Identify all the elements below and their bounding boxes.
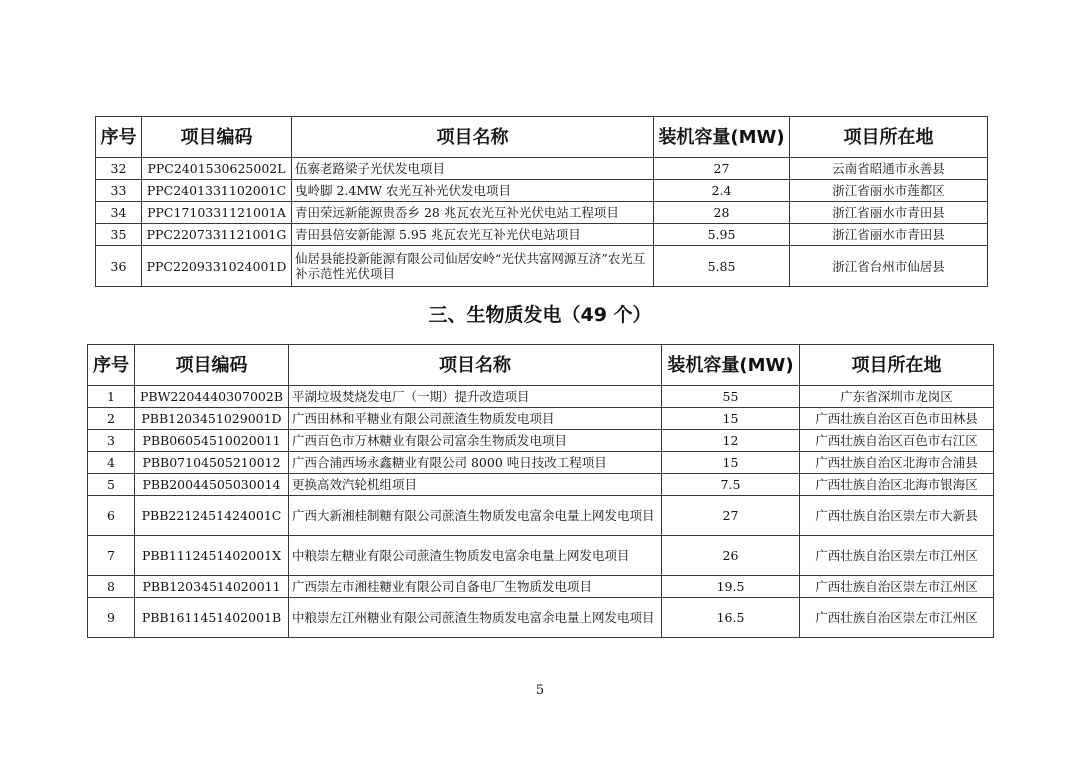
project-name: 广西大新湘桂制糖有限公司蔗渣生物质发电富余电量上网发电项目 <box>289 496 662 536</box>
project-name: 青田荣远新能源贵岙乡 28 兆瓦农光互补光伏电站工程项目 <box>292 202 654 224</box>
photovoltaic-project-table <box>95 116 988 287</box>
table-row <box>96 224 988 246</box>
location: 浙江省丽水市莲都区 <box>790 180 988 202</box>
row-index: 4 <box>88 452 135 474</box>
location: 广西壮族自治区百色市田林县 <box>800 408 994 430</box>
row-index: 34 <box>96 202 142 224</box>
project-name: 青田县倍安新能源 5.95 兆瓦农光互补光伏电站项目 <box>292 224 654 246</box>
project-code: PPC2401530625002L <box>142 158 292 180</box>
project-code: PPC2209331024001D <box>142 246 292 287</box>
project-code: PBB1112451402001X <box>135 536 289 576</box>
table-row <box>88 430 994 452</box>
table-row <box>88 408 994 430</box>
table-row <box>96 158 988 180</box>
project-name: 伍寨老路梁子光伏发电项目 <box>292 158 654 180</box>
header-location: 项目所在地 <box>800 345 994 386</box>
location: 浙江省丽水市青田县 <box>790 224 988 246</box>
project-name: 中粮崇左糖业有限公司蔗渣生物质发电富余电量上网发电项目 <box>289 536 662 576</box>
project-name: 广西崇左市湘桂糖业有限公司自备电厂生物质发电项目 <box>289 576 662 598</box>
table-row <box>88 496 994 536</box>
table-row <box>88 598 994 638</box>
capacity: 19.5 <box>662 576 800 598</box>
capacity: 5.85 <box>654 246 790 287</box>
header-location: 项目所在地 <box>790 117 988 158</box>
biomass-project-table <box>87 344 994 638</box>
row-index: 3 <box>88 430 135 452</box>
row-index: 1 <box>88 386 135 408</box>
project-code: PBW2204440307002B <box>135 386 289 408</box>
location: 广西壮族自治区崇左市江州区 <box>800 576 994 598</box>
header-index: 序号 <box>88 345 135 386</box>
project-code: PBB2212451424001C <box>135 496 289 536</box>
section-title: 三、生物质发电（49 个） <box>428 304 652 326</box>
row-index: 7 <box>88 536 135 576</box>
project-name: 更换高效汽轮机组项目 <box>289 474 662 496</box>
table-header-row <box>88 345 994 386</box>
row-index: 32 <box>96 158 142 180</box>
project-code: PBB07104505210012 <box>135 452 289 474</box>
capacity: 12 <box>662 430 800 452</box>
project-name: 平湖垃圾焚烧发电厂（一期）提升改造项目 <box>289 386 662 408</box>
row-index: 6 <box>88 496 135 536</box>
location: 广西壮族自治区崇左市江州区 <box>800 598 994 638</box>
project-code: PBB1203451029001D <box>135 408 289 430</box>
location: 广西壮族自治区北海市合浦县 <box>800 452 994 474</box>
header-capacity: 装机容量(MW) <box>654 117 790 158</box>
table-row <box>88 386 994 408</box>
project-code: PBB12034514020011 <box>135 576 289 598</box>
row-index: 5 <box>88 474 135 496</box>
header-code: 项目编码 <box>142 117 292 158</box>
project-code: PPC2207331121001G <box>142 224 292 246</box>
table-row <box>88 536 994 576</box>
header-index: 序号 <box>96 117 142 158</box>
table-header-row <box>96 117 988 158</box>
capacity: 15 <box>662 452 800 474</box>
row-index: 33 <box>96 180 142 202</box>
location: 广东省深圳市龙岗区 <box>800 386 994 408</box>
capacity: 5.95 <box>654 224 790 246</box>
table-row <box>88 474 994 496</box>
table-row <box>88 452 994 474</box>
header-name: 项目名称 <box>292 117 654 158</box>
table-row <box>96 246 988 287</box>
location: 浙江省丽水市青田县 <box>790 202 988 224</box>
location: 浙江省台州市仙居县 <box>790 246 988 287</box>
project-name: 广西田林和平糖业有限公司蔗渣生物质发电项目 <box>289 408 662 430</box>
capacity: 2.4 <box>654 180 790 202</box>
project-code: PBB20044505030014 <box>135 474 289 496</box>
row-index: 9 <box>88 598 135 638</box>
capacity: 7.5 <box>662 474 800 496</box>
table-row <box>96 180 988 202</box>
page-number: 5 <box>535 683 545 698</box>
capacity: 16.5 <box>662 598 800 638</box>
location: 广西壮族自治区崇左市江州区 <box>800 536 994 576</box>
location: 云南省昭通市永善县 <box>790 158 988 180</box>
project-code: PBB1611451402001B <box>135 598 289 638</box>
header-code: 项目编码 <box>135 345 289 386</box>
location: 广西壮族自治区北海市银海区 <box>800 474 994 496</box>
table-row <box>88 576 994 598</box>
header-name: 项目名称 <box>289 345 662 386</box>
row-index: 35 <box>96 224 142 246</box>
row-index: 2 <box>88 408 135 430</box>
capacity: 15 <box>662 408 800 430</box>
project-name: 广西合浦西场永鑫糖业有限公司 8000 吨日技改工程项目 <box>289 452 662 474</box>
project-code: PPC1710331121001A <box>142 202 292 224</box>
capacity: 27 <box>662 496 800 536</box>
capacity: 27 <box>654 158 790 180</box>
project-name: 曳岭脚 2.4MW 农光互补光伏发电项目 <box>292 180 654 202</box>
header-capacity: 装机容量(MW) <box>662 345 800 386</box>
project-code: PBB06054510020011 <box>135 430 289 452</box>
project-code: PPC2401331102001C <box>142 180 292 202</box>
project-name: 广西百色市万林糖业有限公司富余生物质发电项目 <box>289 430 662 452</box>
capacity: 55 <box>662 386 800 408</box>
table-row <box>96 202 988 224</box>
project-name: 仙居县能投新能源有限公司仙居安岭“光伏共富网源互济”农光互补示范性光伏项目 <box>292 246 654 287</box>
location: 广西壮族自治区百色市右江区 <box>800 430 994 452</box>
capacity: 28 <box>654 202 790 224</box>
project-name: 中粮崇左江州糖业有限公司蔗渣生物质发电富余电量上网发电项目 <box>289 598 662 638</box>
row-index: 8 <box>88 576 135 598</box>
row-index: 36 <box>96 246 142 287</box>
location: 广西壮族自治区崇左市大新县 <box>800 496 994 536</box>
capacity: 26 <box>662 536 800 576</box>
